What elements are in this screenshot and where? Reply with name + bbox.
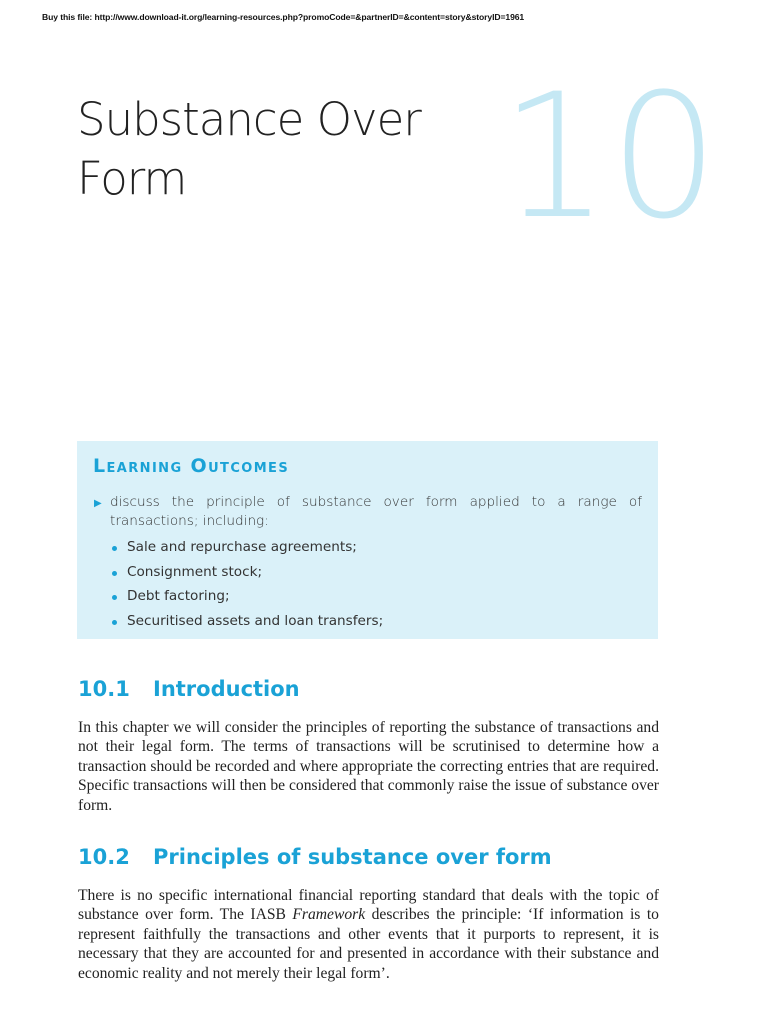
bullet-dot-icon bbox=[112, 620, 117, 625]
list-item bbox=[110, 563, 383, 588]
learning-outcomes-title: Learning Outcomes bbox=[93, 455, 290, 477]
list-item-text: Sale and repurchase agreements; bbox=[127, 539, 357, 555]
chapter-title bbox=[77, 90, 421, 208]
list-item-text: Consignment stock; bbox=[127, 563, 263, 580]
section-heading-10-2 bbox=[78, 845, 552, 869]
learning-outcome-main bbox=[94, 493, 642, 531]
list-item bbox=[110, 612, 383, 637]
list-item-text: Securitised assets and loan transfers; bbox=[127, 612, 384, 629]
chapter-title-line-2: Form bbox=[77, 152, 187, 205]
section-number: 10.1 bbox=[78, 677, 130, 701]
chapter-number: 10 bbox=[500, 56, 719, 257]
section-10-2-paragraph bbox=[78, 886, 659, 983]
triangle-right-icon: ▶ bbox=[94, 498, 102, 509]
section-title: Introduction bbox=[153, 677, 300, 701]
bullet-dot-icon bbox=[112, 546, 117, 551]
learning-outcome-text: discuss the principle of substance over form applied to a range of transactions; including: bbox=[110, 494, 642, 529]
bullet-dot-icon bbox=[112, 571, 117, 576]
bullet-dot-icon bbox=[112, 595, 117, 600]
section-heading-10-1 bbox=[78, 677, 300, 701]
paragraph-text: There is no specific international financial reporting standard that deals with the topic of substance over form. The IASB bbox=[78, 887, 659, 924]
download-banner-link[interactable]: Buy this file: http://www.download-it.org/learning-resources.php?promoCode=&partnerID=&content=story&storyID=1961 bbox=[42, 12, 525, 22]
paragraph-text: describes the principle: ‘If information is to represent faithfully the transactions and other events that it purports to represent, it is necessary that they are accounted for and presented in accordance with their substance and economic reality and not merely their legal form’. bbox=[78, 906, 659, 982]
learning-outcomes-box bbox=[77, 441, 658, 639]
list-item bbox=[110, 587, 383, 612]
learning-outcome-sublist bbox=[110, 538, 383, 636]
list-item-text: Debt factoring; bbox=[127, 588, 230, 605]
section-10-1-paragraph: In this chapter we will consider the principles of reporting the substance of transactions and not their legal form. The terms of transactions will be scrutinised to determine how a transaction should be recorded and where appropriate the correcting entries that are required. Specific transactions will then be considered that commonly raise the issue of substance over form. bbox=[78, 719, 659, 814]
framework-italic: Framework bbox=[292, 906, 366, 924]
section-title: Principles of substance over form bbox=[153, 845, 552, 869]
list-item bbox=[110, 538, 383, 563]
section-number: 10.2 bbox=[78, 845, 130, 869]
chapter-title-line-1: Substance Over bbox=[77, 93, 421, 146]
